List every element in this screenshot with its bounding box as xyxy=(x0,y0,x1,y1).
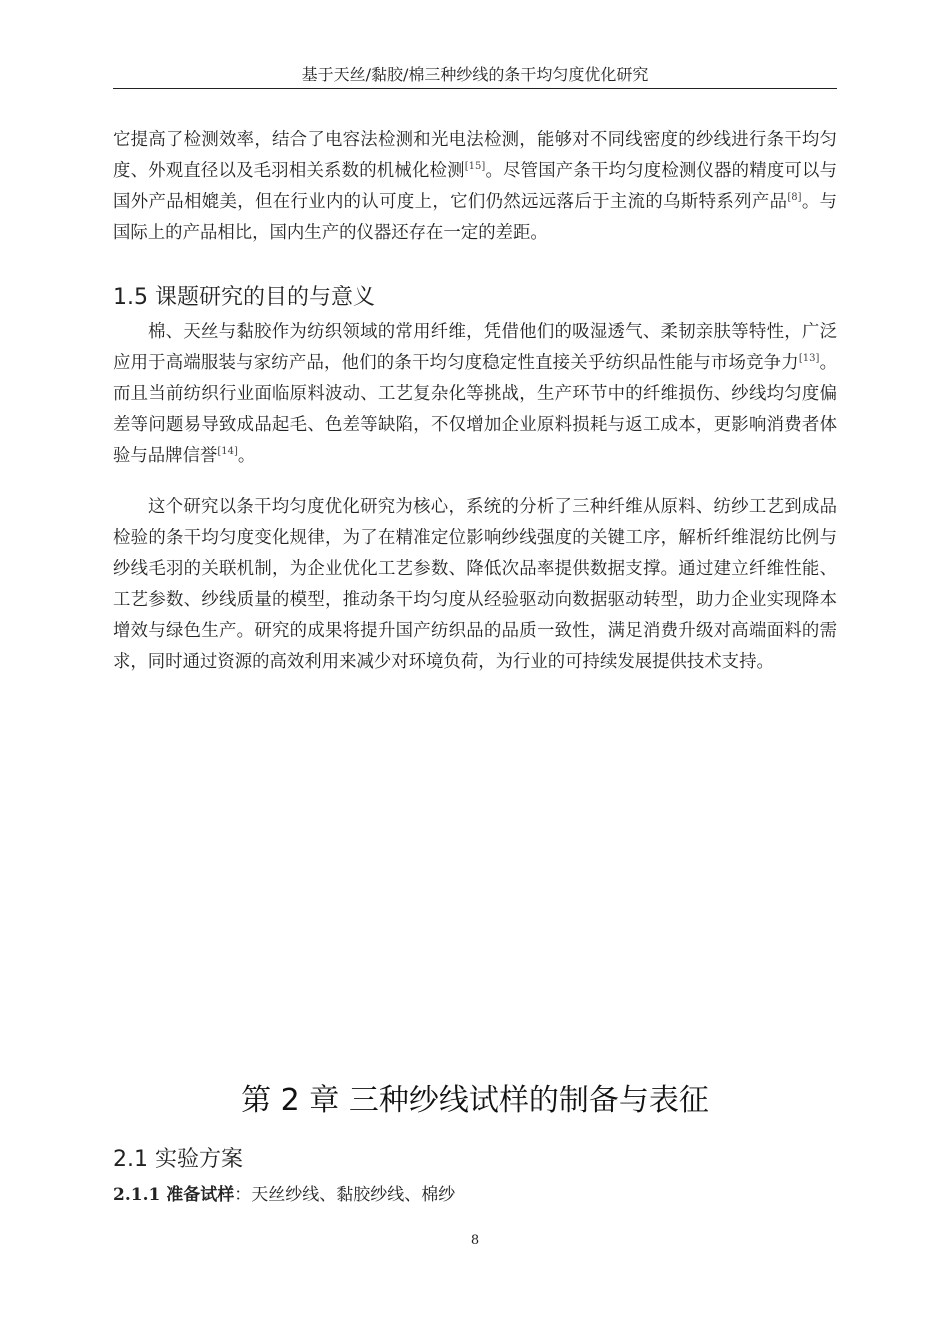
intro-paragraph xyxy=(113,125,837,249)
intro-text-1: 它提高了检测效率，结合了电容法检测和光电法检测，能够对不同线密度的纱线进行条干均匀度、外观直径以及毛羽相关系数的 xyxy=(113,130,837,181)
para1-text-2: 。而且当前纺织行业面临原料波动、工艺复杂化等挑战，生产环节中的纤维损伤、纱线均匀度偏差等问题易导致成品起毛、色差等缺陷，不仅增加企业原料损耗与返工成本，更影响消费者体验与品牌信誉 xyxy=(113,353,837,466)
citation-13: [13] xyxy=(798,353,820,364)
intro-text-3: 。与国际上的产品相比，国内生产的仪器还存在一定的差距。 xyxy=(113,192,837,243)
section-1-5-paragraph-2: 这个研究以条干均匀度优化研究为核心，系统的分析了三种纤维从原料、纺纱工艺到成品检验的条干均匀度变化规律，为了在精准定位影响纱线强度的关键工序，解析纤维混纺比例与纱线毛羽的关联机制，为企业优化工艺参数、降低次品率提供数据支撑。通过建立纤维性能、工艺参数、纱线质量的模型，推动条干均匀度从经验驱动向数据驱动转型，助力企业实现降本增效与绿色生产。研究的成果将提升国产纺织品的品质一致性，满足消费升级对高端面料的需求，同时通过资源的高效利用来减少对环境负荷，为行业的可持续发展提供技术支持。 xyxy=(113,497,837,672)
header-divider xyxy=(113,88,837,89)
citation-15: [15] xyxy=(464,161,486,172)
section-1-5-heading: 1.5 课题研究的目的与意义 xyxy=(113,285,375,310)
running-header: 基于天丝/黏胶/棉三种纱线的条干均匀度优化研究 xyxy=(301,65,649,84)
intro-text-2: 。尽管国产条干均匀度检测仪器的精度可以与国外产品相媲美，但在行业内的认可度上，它们仍然远远落后于主流的乌斯特系列产品 xyxy=(113,161,837,212)
para1-text-1: 棉、天丝与黏胶作为纺织领域的常用纤维，凭借他们的吸湿透气、柔韧亲肤等特性，广泛应用于高端服装与家纺产品，他们的条干均匀度稳定性直接关乎纺织品性能与市场竞争力 xyxy=(113,322,837,373)
citation-14: [14] xyxy=(217,446,238,457)
section-1-5-paragraph-1 xyxy=(113,317,837,472)
citation-8: [8] xyxy=(787,192,802,203)
para1-text-3: 。 xyxy=(237,446,256,466)
subsection-2-1-1 xyxy=(113,1182,455,1208)
page-number: 8 xyxy=(470,1233,480,1248)
section-2-1-heading: 2.1 实验方案 xyxy=(113,1147,243,1172)
chapter-2-title: 第 2 章 三种纱线试样的制备与表征 xyxy=(241,1083,709,1118)
subsection-2-1-1-label: 2.1.1 准备试样 xyxy=(113,1185,235,1205)
subsection-2-1-1-text: ：天丝纱线、黏胶纱线、棉纱 xyxy=(234,1185,456,1205)
intro-bold-text: 机械化检测 xyxy=(376,161,465,181)
